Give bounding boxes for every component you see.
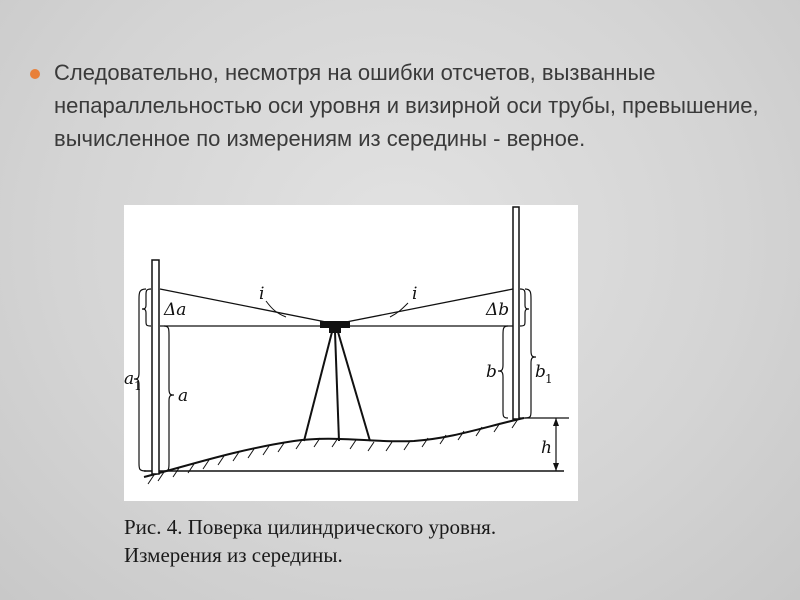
tripod-leg-right (338, 332, 370, 441)
right-leveling-rod (513, 207, 519, 419)
ground-profile (144, 418, 524, 477)
ground-hatching (148, 419, 518, 484)
label-b1: b (535, 362, 546, 382)
label-a1: a (124, 369, 135, 389)
label-i-right: i (412, 284, 418, 304)
tripod-leg-center (335, 332, 339, 441)
brace-a (164, 326, 174, 471)
brace-b (498, 326, 508, 418)
caption-line-2: Измерения из середины. (124, 543, 343, 567)
label-b: b (486, 362, 497, 382)
level-instrument (320, 321, 350, 328)
leveling-diagram (124, 205, 578, 501)
figure-caption (124, 513, 684, 569)
left-leveling-rod (152, 260, 159, 474)
label-h: h (541, 438, 552, 458)
label-i-left: i (259, 284, 265, 304)
bullet-text: Следовательно, несмотря на ошибки отсчетов, вызванные непараллельностью оси уровня и визирной оси трубы, превышение, вычисленное по измерениям из середины - верное. (54, 60, 759, 151)
label-b1-subscript: 1 (545, 372, 553, 386)
brace-delta-a (142, 289, 151, 326)
h-arrow-top-icon (553, 418, 559, 426)
label-delta-a: Δa (164, 300, 187, 320)
leveling-diagram-svg (124, 205, 578, 501)
h-arrow-bottom-icon (553, 463, 559, 471)
i-left-pointer (266, 301, 286, 317)
tripod-leg-left (304, 332, 332, 441)
bullet-dot-icon (30, 69, 40, 79)
label-a1-subscript: 1 (134, 379, 142, 393)
label-a: a (178, 386, 189, 406)
label-delta-b: Δb (486, 300, 510, 320)
caption-line-1: Рис. 4. Поверка цилиндрического уровня. (124, 515, 497, 539)
brace-delta-b (520, 289, 529, 326)
